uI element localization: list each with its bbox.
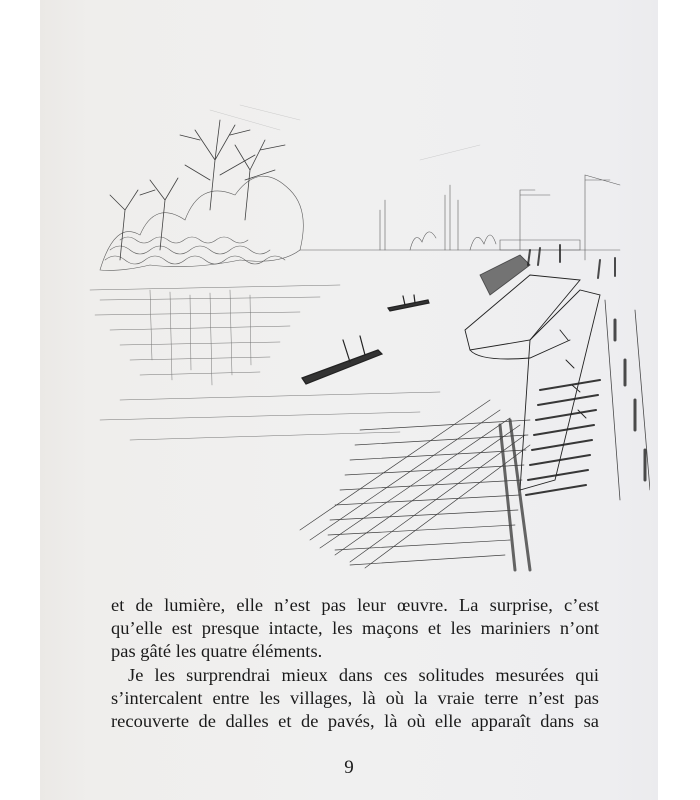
text-line: et de lumière, elle n’est pas leur œuvre. La surprise, c’est: [111, 595, 599, 615]
text-line: s’intercalent entre les villages, là où la vraie terre n’est pas: [111, 687, 599, 708]
text-line: pas gâté les quatre éléments.: [111, 641, 323, 662]
quay-steps: [526, 380, 600, 495]
book-page: [40, 0, 658, 800]
stone-quay: [465, 255, 600, 490]
foreground-hatching: [300, 400, 530, 570]
distant-village: [300, 175, 620, 260]
text-line: recouverte de dalles et de pavés, là où elle apparaît dans sa: [111, 711, 599, 732]
river-etching-illustration: [60, 100, 650, 590]
sky-scratches: [210, 105, 480, 160]
page-number: 9: [344, 757, 354, 778]
foliage-masses: [100, 176, 303, 270]
rowing-boats: [302, 295, 429, 384]
etching-drawing: [60, 100, 650, 590]
text-line-paragraph-start: Je les surprendrai mieux dans ces solitudes mesurées qui: [128, 664, 599, 685]
text-line: qu’elle est presque intacte, les maçons et les mariniers n’ont: [111, 618, 599, 639]
trees-left-bank: [110, 120, 285, 260]
body-text: [111, 594, 599, 733]
